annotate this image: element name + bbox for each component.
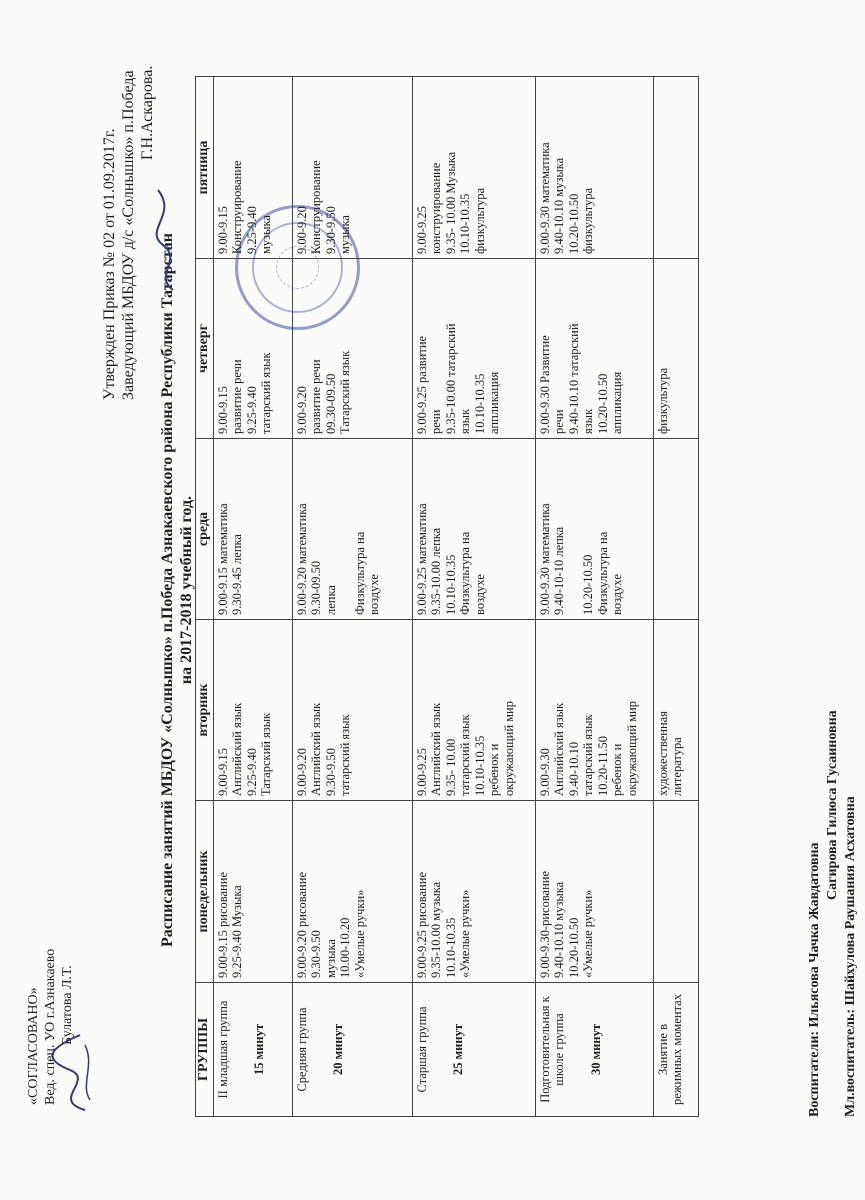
- schedule-entry-line: Татарский язык: [338, 350, 352, 434]
- schedule-entry-line: воздухе: [610, 574, 624, 615]
- schedule-cell: [412, 259, 535, 439]
- header-thursday: четверг: [196, 259, 214, 439]
- schedule-entry-line: 9.00-9.15: [215, 206, 230, 254]
- schedule-entry-line: музыка: [338, 215, 352, 254]
- schedule-cell: [292, 801, 412, 983]
- header-groups: ГРУППЫ: [196, 983, 214, 1117]
- schedule-entry-line: [656, 805, 671, 978]
- schedule-entry-line: 9.30-9.50: [309, 930, 323, 978]
- schedule-entry-line: Английский язык: [309, 702, 323, 796]
- schedule-entry-line: художественная: [655, 711, 670, 796]
- table-row: [653, 77, 698, 1117]
- table-row: [535, 77, 653, 1117]
- schedule-entry-line: 9.00-9.20 рисование: [294, 872, 309, 978]
- schedule-entry-line: музыка: [259, 215, 273, 254]
- teachers-line: Воспитатели: Ильясова Чачка Жавдатовна: [807, 842, 822, 1117]
- schedule-entry-line: Английский язык: [429, 702, 443, 796]
- schedule-entry-line: татарский язык: [259, 352, 273, 434]
- schedule-entry-line: 10.00-10.20: [338, 917, 352, 978]
- schedule-cell: [213, 259, 292, 439]
- schedule-entry-line: Татарский язык: [259, 712, 273, 796]
- schedule-entry-line: 9.00-9.30-рисование: [537, 870, 552, 978]
- group-duration: 20 минут: [331, 1024, 345, 1075]
- schedule-cell: [653, 77, 698, 259]
- schedule-entry-line: 10.10-10.35: [443, 917, 458, 978]
- schedule-cell: [653, 620, 698, 801]
- schedule-entry-line: татарский язык: [458, 714, 472, 796]
- schedule-entry-line: 9.35-10.00 татарский: [443, 323, 458, 434]
- title-line1: Расписание занятий МБДОУ «Солнышко» п.Победа Азнакаевского района Республики Татарстан: [159, 233, 176, 947]
- schedule-entry-line: 9.00-9.20: [294, 386, 309, 434]
- schedule-cell: [213, 77, 292, 259]
- schedule-entry-line: 9.25-9.40: [244, 386, 259, 434]
- header-wednesday: среда: [196, 439, 214, 620]
- schedule-entry-line: 9.00-9.25: [414, 748, 429, 796]
- header-friday: пятница: [196, 77, 214, 259]
- schedule-entry-line: 9.35- 10.00: [443, 738, 458, 796]
- header-tuesday: вторник: [196, 620, 214, 801]
- schedule-entry-line: 10.20-10.50: [566, 917, 581, 978]
- schedule-entry-line: Конструирование: [230, 160, 244, 254]
- schedule-entry-line: 10.10-10.35: [458, 193, 472, 254]
- schedule-entry-line: воздухе: [472, 574, 487, 615]
- schedule-entry-line: 10.10-10.35: [472, 373, 487, 434]
- schedule-entry-line: развитие речи: [230, 359, 244, 434]
- schedule-entry-line: 9.00-9.15 математика: [215, 503, 230, 615]
- schedule-cell: [412, 801, 535, 983]
- group-cell: [653, 983, 698, 1117]
- schedule-entry-line: 9.40-10.10 татарский: [566, 323, 581, 434]
- schedule-entry-line: 9.00-9.25 рисование: [414, 872, 429, 978]
- schedule-entry-line: воздухе: [367, 574, 381, 615]
- schedule-entry-line: 10.10-10.35: [443, 554, 458, 615]
- schedule-entry-line: 9.00-9.30: [537, 748, 552, 796]
- schedule-entry-line: 9.35- 10.00 Музыка: [443, 151, 458, 254]
- schedule-entry-line: Конструирование: [309, 160, 323, 254]
- schedule-entry-line: Физкультура на: [352, 531, 367, 615]
- schedule-cell: [653, 801, 698, 983]
- schedule-entry-line: 10.10-10.35: [472, 735, 487, 796]
- schedule-entry-line: татарский язык: [338, 714, 352, 796]
- schedule-cell: [535, 801, 653, 983]
- schedule-entry-line: 9.40-10.10: [566, 741, 581, 796]
- schedule-entry-line: 9.00-9.15 рисование: [215, 872, 230, 978]
- schedule-entry-line: 9.00-9.20 математика: [294, 503, 309, 615]
- group-name-line: режимных моментах: [670, 994, 684, 1105]
- schedule-cell: [213, 620, 292, 801]
- schedule-entry-line: «Умелые ручки»: [458, 889, 472, 978]
- schedule-entry-line: литература: [670, 737, 684, 796]
- group-name-line: II младшая группа: [215, 1000, 230, 1099]
- schedule-entry-line: [567, 443, 582, 615]
- schedule-entry-line: лепка: [323, 585, 338, 615]
- schedule-entry-line: 9.00-9.30 математика: [537, 503, 552, 615]
- schedule-entry-line: 9.00-9.25 развитие: [414, 335, 429, 434]
- schedule-entry-line: развитие речи: [309, 359, 323, 434]
- schedule-entry-line: физкультура: [581, 187, 595, 254]
- schedule-entry-line: [338, 443, 353, 615]
- schedule-entry-line: окружающий мир: [624, 701, 639, 796]
- schedule-entry-line: музыка: [323, 939, 338, 978]
- schedule-cell: [292, 77, 412, 259]
- schedule-entry-line: 9.30-9.45 лепка: [230, 534, 244, 615]
- group-name-line: Подготовительная к: [537, 996, 552, 1103]
- schedule-cell: [213, 439, 292, 620]
- schedule-entry-line: 9.30-9.50: [323, 206, 338, 254]
- schedule-cell: [292, 439, 412, 620]
- signature-right: [148, 185, 188, 295]
- group-name-line: Старшая группа: [414, 1006, 429, 1093]
- schedule-entry-line: 10.20-10.50: [566, 193, 581, 254]
- approval-right-line2: Заведующий МБДОУ д/с «Солнышко» п.Победа: [120, 70, 137, 400]
- approval-right-line1: Утвержден Приказ № 02 от 01.09.2017г.: [101, 128, 118, 400]
- schedule-cell: [213, 801, 292, 983]
- schedule-entry-line: 10.20-10.50: [595, 373, 610, 434]
- group-name-line: Средняя группа: [294, 1007, 309, 1092]
- schedule-cell: [535, 77, 653, 259]
- schedule-cell: [535, 620, 653, 801]
- schedule-entry-line: татарский язык: [581, 714, 595, 796]
- schedule-entry-line: 9.30-09.50: [309, 560, 323, 615]
- approval-left-line3: Булатова Л.Т.: [60, 965, 75, 1045]
- schedule-entry-line: 9.00-9.15: [215, 748, 230, 796]
- schedule-cell: [535, 259, 653, 439]
- schedule-entry-line: окружающий мир: [501, 701, 516, 796]
- schedule-entry-line: аппликация: [610, 371, 624, 434]
- schedule-entry-line: 9.40-10.10 музыка: [552, 157, 566, 254]
- schedule-entry-line: Физкультура на: [595, 531, 610, 615]
- schedule-entry-line: 9.00-9.15: [215, 386, 230, 434]
- schedule-entry-line: 9.25-9.40: [244, 748, 259, 796]
- schedule-entry-line: речи: [429, 409, 443, 434]
- schedule-entry-line: аппликация: [487, 371, 501, 434]
- schedule-entry-line: 9.00-9.30 Развитие: [537, 335, 552, 434]
- group-duration: 25 минут: [451, 1024, 465, 1075]
- schedule-cell: [412, 620, 535, 801]
- schedule-table: [195, 76, 699, 1117]
- schedule-entry-line: 10.20-11.50: [595, 736, 610, 796]
- group-duration: 30 минут: [588, 1024, 603, 1075]
- schedule-entry-line: 09.30-09.50: [323, 373, 338, 434]
- schedule-entry-line: 9.40-10.10 музыка: [552, 881, 566, 978]
- schedule-entry-line: Физкультура на: [458, 531, 472, 615]
- table-row: [412, 77, 535, 1117]
- group-cell: [292, 983, 412, 1117]
- group-cell: [535, 983, 653, 1117]
- schedule-cell: [653, 259, 698, 439]
- schedule-cell: [292, 259, 412, 439]
- schedule-entry-line: Английский язык: [230, 702, 244, 796]
- table-row: [292, 77, 412, 1117]
- schedule-cell: [653, 439, 698, 620]
- schedule-entry-line: 9.35-10.00 лепка: [429, 527, 443, 615]
- signature-left: [40, 1030, 100, 1120]
- group-name-line: Занятие в: [655, 1024, 670, 1075]
- group-duration: 15 минут: [252, 1024, 266, 1075]
- schedule-entry-line: Английский язык: [552, 702, 566, 796]
- schedule-entry-line: ребенок и: [610, 743, 624, 796]
- title-line2: на 2017-2018 учебный год.: [178, 495, 195, 685]
- schedule-entry-line: [656, 443, 671, 615]
- header-monday: понедельник: [196, 801, 214, 983]
- schedule-cell: [412, 77, 535, 259]
- schedule-entry-line: язык: [458, 408, 472, 434]
- table-header-row: [196, 77, 214, 1117]
- schedule-entry-line: 9.00-9.20: [294, 206, 309, 254]
- schedule-cell: [535, 439, 653, 620]
- schedule-entry-line: 9.35-10.00 музыка: [429, 881, 443, 978]
- schedule-cell: [292, 620, 412, 801]
- schedule-entry-line: 9.30-9.50: [323, 748, 338, 796]
- approval-right-line3: Г.Н.Аскарова.: [139, 65, 156, 160]
- approval-left-line2: Вед. спец. УО г.Азнакаево: [43, 948, 58, 1105]
- schedule-entry-line: ребенок и: [487, 743, 501, 796]
- schedule-entry-line: 9.00-9.30 математика: [537, 142, 552, 254]
- schedule-entry-line: 9.25-9.40: [244, 206, 259, 254]
- schedule-entry-line: физкультура: [655, 367, 670, 434]
- schedule-entry-line: язык: [581, 408, 595, 434]
- schedule-entry-line: 9.00-9.25 математика: [414, 503, 429, 615]
- group-cell: [213, 983, 292, 1117]
- schedule-entry-line: «Умелые ручки»: [581, 889, 595, 978]
- schedule-entry-line: «Умелые ручки»: [352, 889, 367, 978]
- schedule-entry-line: [656, 81, 671, 254]
- schedule-entry-line: физкультура: [472, 187, 487, 254]
- approval-left-line1: «СОГЛАСОВАНО»: [26, 987, 41, 1105]
- schedule-cell: [412, 439, 535, 620]
- schedule-entry-line: речи: [552, 409, 566, 434]
- schedule-entry-line: 10.20-10.50: [581, 554, 595, 615]
- schedule-entry-line: 9.40-10-10 лепка: [552, 526, 566, 615]
- schedule-entry-line: 9.00-9.25: [414, 206, 429, 254]
- group-cell: [412, 983, 535, 1117]
- schedule-entry-line: 9.25-9.40 Музыка: [230, 885, 244, 978]
- schedule-entry-line: 9.00-9.20: [294, 748, 309, 796]
- teacher2-line: Сагирова Гилюса Гусаиновна: [825, 710, 840, 900]
- schedule-entry-line: конструирование: [429, 162, 443, 254]
- table-row: [213, 77, 292, 1117]
- group-name-line: школе группа: [552, 1013, 566, 1086]
- assistant-line: Мл.воспитатель: Шайхулова Раушания Асхатовна: [843, 796, 858, 1117]
